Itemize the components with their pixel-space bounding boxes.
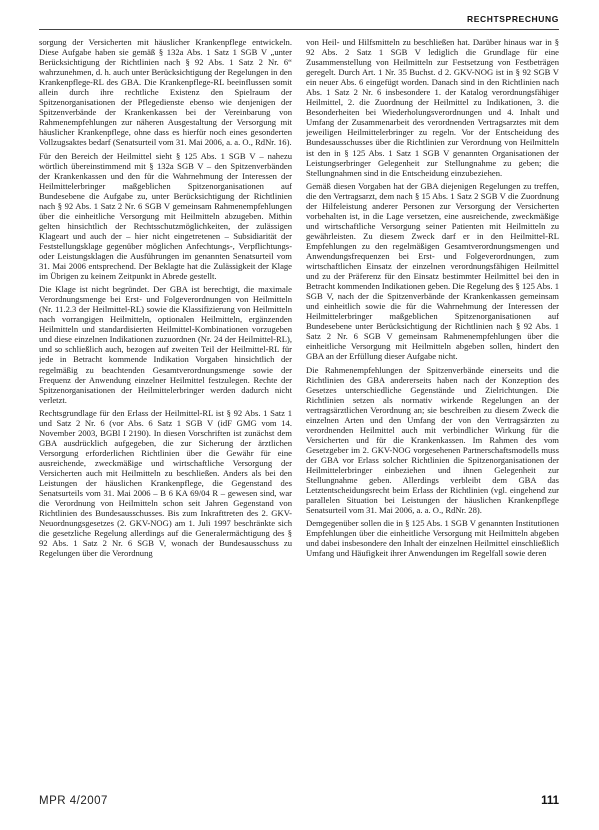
paragraph: Gemäß diesen Vorgaben hat der GBA diejenigen Regelungen zu treffen, die den Vertragsarzt, dem nach § 15 Abs. 1 Satz 2 SGB V die Zuordnung der Hilfeleistung anderer Personen zur Versorgung der Versicherten vorbehalten ist, in die Lage versetzen, eine ausreichende, zweckmäßige und wirtschaftliche Versorgung seiner Patienten mit Heilmitteln zu gewährleisten. Zu diesem Zweck darf er in den Heilmittel-RL Empfehlungen zu den regelmäßigen Gesamtverordnungsmengen und Anwendungsfrequenzen bei Erst- und Folgeverordnungen, zum wirtschaftlichen Einsatz der einzelnen verordnungsfähigen Heilmittel und zu der Präferenz für den Einsatz bestimmter Heilmittel bei den in Betracht kommenden Indikationen geben. Die Regelung des § 125 Abs. 1 SGB V, nach der die Spitzenverbände der Krankenkassen gemeinsam und einheitlich sowie die für die Wahrnehmung der Interessen der Heilmittelerbringer maßgeblichen Spitzenorganisationen auf Bundesebene unter Berücksichtigung der Richtlinien nach § 92 Abs. 1 Satz 2 Nr. 6 SGB V gemeinsam Rahmenempfehlungen über die einheitliche Versorgung mit Heilmitteln abgeben sollen, hindert den GBA an der Erfüllung dieser Aufgabe nicht. (306, 180, 559, 362)
header-rule (39, 29, 559, 30)
journal-issue: MPR 4/2007 (39, 795, 108, 807)
page-number: 111 (541, 795, 559, 807)
running-header (39, 14, 559, 30)
paragraph: Demgegenüber sollen die in § 125 Abs. 1 SGB V genannten Institutionen Empfehlungen über die einheitliche Versorgung mit Heilmitteln abgeben und dabei insbesondere den Inhalt der einzelnen Heilmittel einschließlich Umfang und Häufigkeit ihrer Anwendungen im Regelfall sowie deren (306, 518, 559, 559)
paragraph: Die Rahmenempfehlungen der Spitzenverbände einerseits und die Richtlinien des GBA andererseits haben nach der Konzeption des Gesetzes unterschiedliche Gegenstände und Zielrichtungen. Die Richtlinien setzen als normativ wirkende Regelungen an der vertragsärztlichen Verordnung an; sie beschreiben zu diesem Zweck die einzelnen Arten und den Umfang der von den Vertragsärzten zu verordnenden Heilmittel auch mit verbindlicher Wirkung für die Versicherten und für die Krankenkassen. Im Rahmen des vom Gesetzgeber im 2. GKV-NOG vorgesehenen Partnerschaftsmodells muss der GBA vor Erlass solcher Richtlinien die Spitzenorganisationen der Heilmittelerbringer einbeziehen und ihnen Gelegenheit zur Stellungnahme geben. Allerdings verbleibt dem GBA das Letztentscheidungsrecht beim Erlass der Richtlinien (vgl. eingehend zur parallelen Situation bei Leistungen der häuslichen Krankenpflege Senatsurteil vom 31. Mai 2006, a. a. O., RdNr. 28). (306, 364, 559, 516)
paragraph: Für den Bereich der Heilmittel sieht § 125 Abs. 1 SGB V – nahezu wörtlich übereinstimmend mit § 132a SGB V – den Spitzenverbänden der Krankenkassen und den für die Wahrnehmung der Interessen der Heilmittelerbringer maßgeblichen Spitzenorganisationen auf Bundesebene die Aufgabe zu, unter Berücksichtigung der Richtlinien nach § 92 Abs. 1 Satz 2 Nr. 6 SGB V gemeinsam Rahmenempfehlungen über die einheitliche Versorgung mit Heilmitteln abzugeben. Mithin gelten hinsichtlich der Rechtsschutzmöglichkeiten, der zulässigen Klageart und auch der – hier nicht eingetretenen – Subsidiarität der Feststellungsklage gegenüber möglichen Anfechtungs-, Verpflichtungs- oder Leistungsklagen die Ausführungen im genannten Senatsurteil vom 31. Mai 2006 entsprechend. Der Beklagte hat die Zulässigkeit der Klage im Übrigen zu keinem Zeitpunkt in Abrede gestellt. (39, 150, 292, 282)
section-label: RECHTSPRECHUNG (467, 14, 559, 24)
paragraph: Rechtsgrundlage für den Erlass der Heilmittel-RL ist § 92 Abs. 1 Satz 1 und Satz 2 Nr. 6 (vor Abs. 6 Satz 1 SGB V (idF GMG vom 14. November 2003, BGBl I 2190). In diesen Vorschriften ist zunächst dem GBA ausdrücklich aufgegeben, die zur Sicherung der ärztlichen Versorgung erforderlichen Richtlinien über die Gewähr für eine ausreichende, zweckmäßige und wirtschaftliche Versorgung der Versicherten auch mit Heilmitteln zu beschließen. Anders als bei den Leistungen der häuslichen Krankenpflege, die Gegenstand des Senatsurteils vom 31. Mai 2006 – B 6 KA 69/04 R – gewesen sind, war die Verordnung von Heilmitteln schon seit Jahren Gegenstand von Richtlinien des Bundesausschusses. Bis zum Inkrafttreten des 2. GKV-Neuordnungsgesetzes (2. GKV-NOG) am 1. Juli 1997 beschränkte sich die gesetzliche Regelung allerdings auf die Generalermächtigung des § 92 Abs. 1 Satz 2 Nr. 6 SGB V, wonach der Bundesausschuss zu Regelungen über die Verordnung (39, 407, 292, 559)
paragraph: Die Klage ist nicht begründet. Der GBA ist berechtigt, die maximale Verordnungsmenge bei Erst- und Folgeverordnungen von Heilmitteln (Nr. 11.2.3 der Heilmittel-RL) sowie die Klassifizierung von Heilmitteln nach vorrangigen Heilmitteln, optionalen Heilmitteln, ergänzenden Heilmitteln und standardisierten Heilmittel-Kombinationen vorzugeben und diese einzelnen Indikationen zuzuordnen (Nr. 24 der Heilmittel-RL), und so schließlich auch, bezogen auf zweiten Teil der Heilmittel-RL für jede in Betracht kommende Indikation Vorgaben hinsichtlich der regelmäßig zu beachtenden Gesamtverordnungsmenge sowie der Frequenz der Anwendung einzelner Heilmittel festzulegen. Rechte der Spitzenorganisationen der Heilmittelerbringer werden dadurch nicht verletzt. (39, 284, 292, 405)
page-footer (39, 795, 559, 815)
right-column (306, 37, 559, 772)
paragraph: von Heil- und Hilfsmitteln zu beschließen hat. Darüber hinaus war in § 92 Abs. 2 Satz 1 SGB V lediglich die Grundlage für eine Zusammenstellung von Heilmitteln zur Festsetzung von Festbeträgen geregelt. Durch Art. 1 Nr. 35 Buchst. d 2. GKV-NOG ist in § 92 SGB V ein neuer Abs. 6 eingefügt worden. Danach sind in den Richtlinien nach Abs. 1 Satz 2 Nr. 6 insbesondere 1. der Katalog verordnungsfähiger Heilmittel, 2. die Zuordnung der Heilmittel zu Indikationen, 3. die Besonderheiten bei Wiederholungsverordnungen und 4. Inhalt und Umfang der Zusammenarbeit des verordnenden Vertragsarztes mit dem jeweiligen Heilmittelerbringer zu regeln. Vor der Entscheidung des Bundesausschusses über die Richtlinien zur Verordnung von Heilmitteln ist den in § 125 Abs. 1 Satz 1 SGB V genannten Organisationen der Leistungserbringer Gelegenheit zur Stellungnahme zu geben; die Stellungnahmen sind in die Entscheidung einzubeziehen. (306, 37, 559, 178)
left-column (39, 37, 292, 772)
article-body (39, 37, 559, 772)
paragraph: sorgung der Versicherten mit häuslicher Krankenpflege entwickeln. Diese Aufgabe haben sie gemäß § 132a Abs. 1 Satz 1 SGB V „unter Berücksichtigung der Richtlinien nach § 92 Abs. 1 Satz 2 Nr. 6“ wahrzunehmen, d. h. auch unter Berücksichtigung der Regelungen in den Krankenpflege-RL des GBA. Die Krankenpflege-RL beeinflussen somit allein durch ihre rechtliche Existenz den Spielraum der Spitzenorganisationen der Pflegedienste ebenso wie denjenigen der Spitzenverbände der Krankenkassen bei der Vereinbarung von Rahmenempfehlungen zur näheren Ausgestaltung der Versorgung mit häuslicher Krankenpflege, ohne dass es hierfür noch eines gesonderten Vollzugsaktes bedarf (Senatsurteil vom 31. Mai 2006, a. a. O., RdNr. 16). (39, 37, 292, 148)
